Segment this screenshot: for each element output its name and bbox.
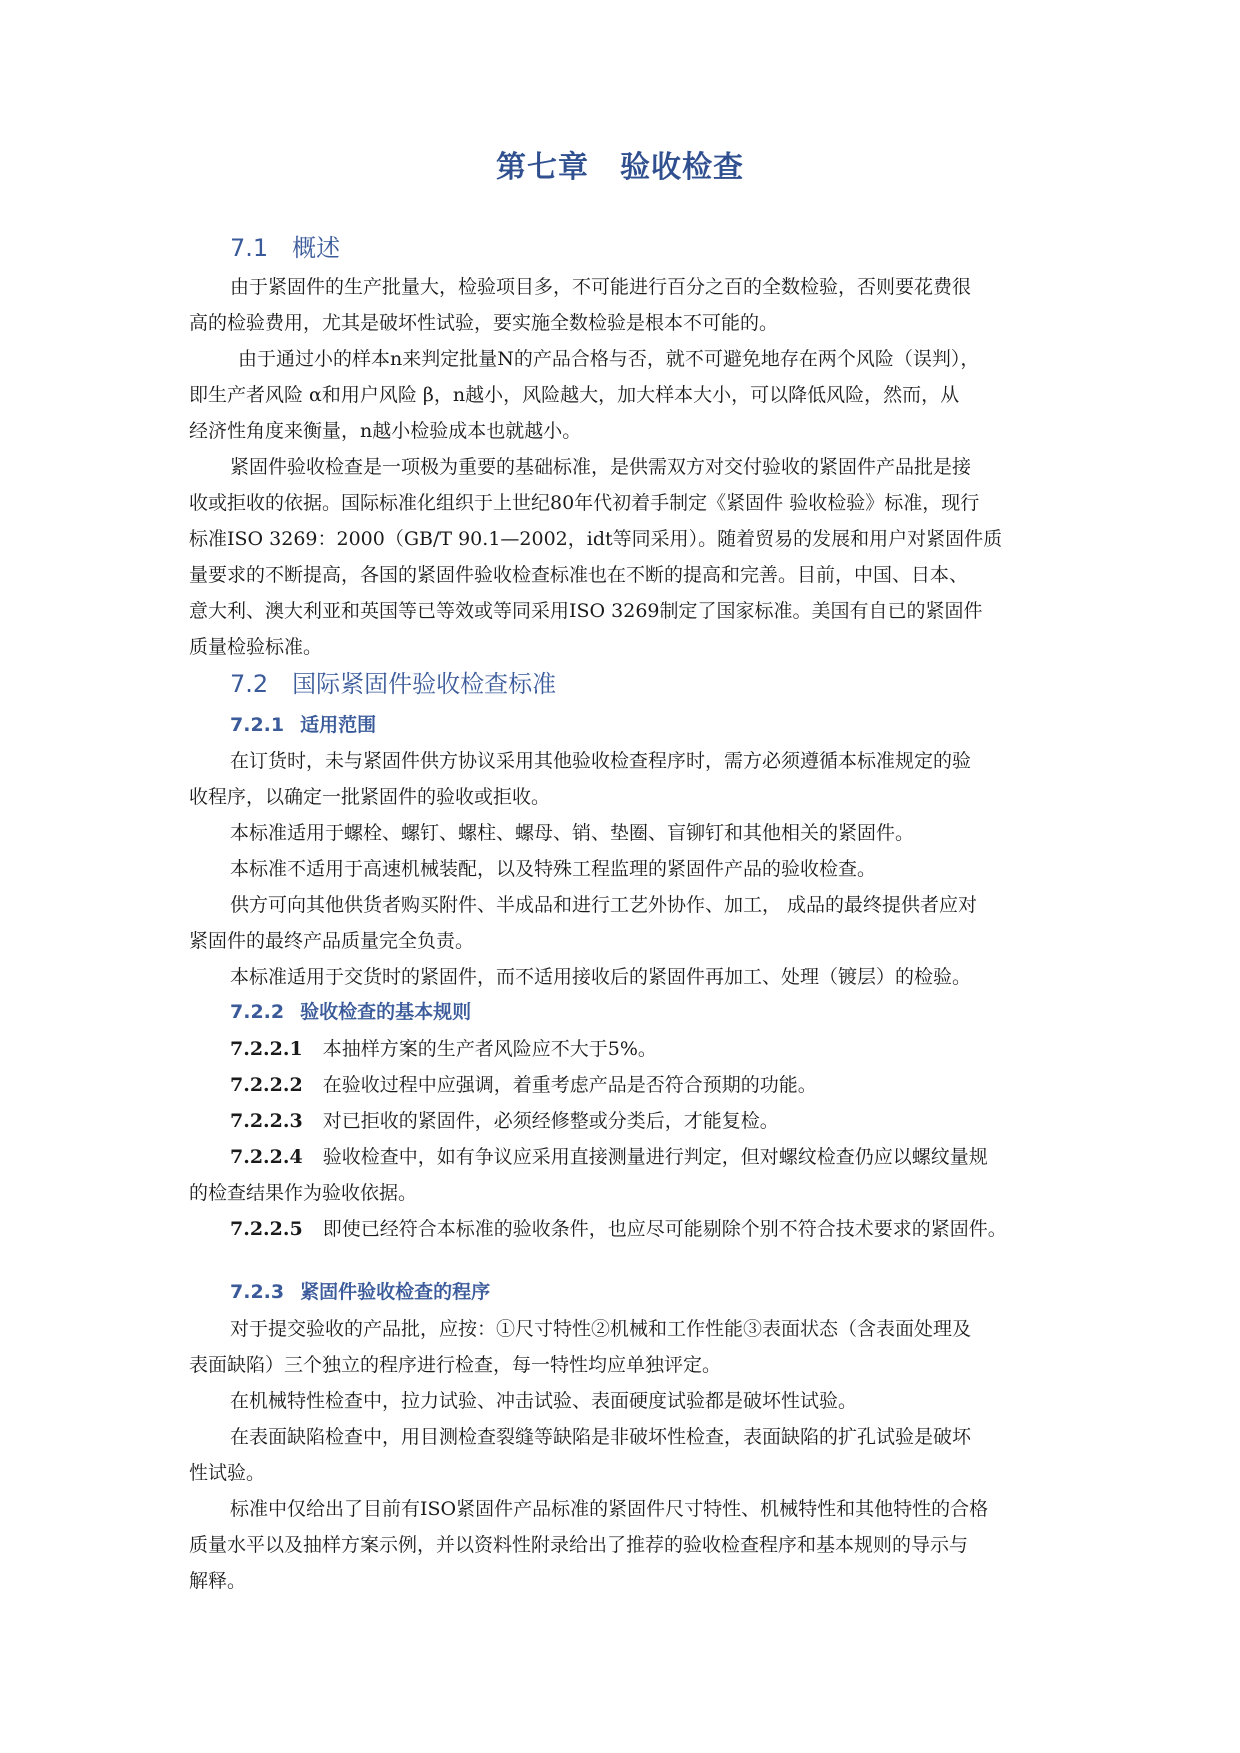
rule-number: 7.2.2.4	[230, 1146, 303, 1168]
paragraph-line: 紧固件验收检查是一项极为重要的基础标准，是供需双方对交付验收的紧固件产品批是接	[230, 456, 972, 478]
paragraph-line: 收程序，以确定一批紧固件的验收或拒收。	[189, 786, 551, 808]
paragraph-line: 本标准适用于螺栓、螺钉、螺柱、螺母、销、垫圈、盲铆钉和其他相关的紧固件。	[230, 822, 915, 844]
section-title: 紧固件验收检查的程序	[300, 1281, 491, 1303]
section-number: 7.2.3	[230, 1281, 285, 1303]
section-title: 概述	[292, 234, 341, 262]
paragraph-line: 在订货时，未与紧固件供方协议采用其他验收检查程序时，需方必须遵循本标准规定的验	[230, 750, 972, 772]
paragraph-line: 性试验。	[189, 1462, 266, 1484]
rule-text: 对已拒收的紧固件，必须经修整或分类后，才能复检。	[322, 1110, 779, 1132]
paragraph-line: 意大利、澳大利亚和英国等已等效或等同采用ISO 3269制定了国家标准。美国有自已的紧固件	[189, 600, 983, 622]
paragraph-line: 表面缺陷）三个独立的程序进行检查，每一特性均应单独评定。	[189, 1354, 722, 1376]
paragraph-line: 即生产者风险 α和用户风险 β，n越小，风险越大，加大样本大小，可以降低风险，然而，从	[189, 384, 960, 406]
paragraph-line: 在表面缺陷检查中，用目测检查裂缝等缺陷是非破坏性检查，表面缺陷的扩孔试验是破坏	[230, 1426, 972, 1448]
rule-number: 7.2.2.1	[230, 1038, 303, 1060]
paragraph-line: 标准ISO 3269：2000（GB/T 90.1—2002，idt等同采用）。随着贸易的发展和用户对紧固件质	[189, 528, 1003, 550]
paragraph-line: 解释。	[189, 1570, 247, 1592]
section-number: 7.2	[230, 670, 269, 698]
rule-number: 7.2.2.5	[230, 1218, 303, 1240]
paragraph-line: 由于通过小的样本n来判定批量N的产品合格与否，就不可避免地存在两个风险（误判），	[238, 348, 980, 370]
paragraph-line: 高的检验费用，尤其是破坏性试验，要实施全数检验是根本不可能的。	[189, 312, 779, 334]
rule-number: 7.2.2.3	[230, 1110, 303, 1132]
rule-item	[230, 1108, 779, 1134]
section-7-2-3-heading	[230, 1279, 490, 1305]
section-title: 适用范围	[300, 714, 377, 736]
rule-number: 7.2.2.2	[230, 1074, 303, 1096]
paragraph-line: 供方可向其他供货者购买附件、半成品和进行工艺外协作、加工， 成品的最终提供者应对	[230, 894, 978, 916]
paragraph-line: 的检查结果作为验收依据。	[189, 1182, 418, 1204]
rule-text: 验收检查中，如有争议应采用直接测量进行判定，但对螺纹检查仍应以螺纹量规	[322, 1146, 988, 1168]
rule-text: 本抽样方案的生产者风险应不大于5%。	[322, 1038, 657, 1060]
paragraph-line: 在机械特性检查中，拉力试验、冲击试验、表面硬度试验都是破坏性试验。	[230, 1390, 858, 1412]
rule-item	[230, 1216, 1007, 1242]
paragraph-line: 由于紧固件的生产批量大，检验项目多，不可能进行百分之百的全数检验，否则要花费很	[230, 276, 972, 298]
section-7-2-heading	[230, 668, 556, 700]
section-7-1-heading	[230, 232, 340, 264]
paragraph-line: 质量水平以及抽样方案示例，并以资料性附录给出了推荐的验收检查程序和基本规则的导示与	[189, 1534, 969, 1556]
paragraph-line: 经济性角度来衡量，n越小检验成本也就越小。	[189, 420, 582, 442]
paragraph-line: 质量检验标准。	[189, 636, 323, 658]
section-7-2-1-heading	[230, 712, 376, 738]
paragraph-line: 量要求的不断提高，各国的紧固件验收检查标准也在不断的提高和完善。目前，中国、日本、	[189, 564, 969, 586]
rule-text: 在验收过程中应强调，着重考虑产品是否符合预期的功能。	[322, 1074, 817, 1096]
paragraph-line: 本标准不适用于高速机械装配，以及特殊工程监理的紧固件产品的验收检查。	[230, 858, 877, 880]
section-number: 7.2.1	[230, 714, 285, 736]
rule-item	[230, 1036, 657, 1062]
paragraph-line: 对于提交验收的产品批，应按：①尺寸特性②机械和工作性能③表面状态（含表面处理及	[230, 1318, 972, 1340]
paragraph-line: 收或拒收的依据。国际标准化组织于上世纪80年代初着手制定《紧固件 验收检验》标准，现行	[189, 492, 980, 514]
section-7-2-2-heading	[230, 999, 471, 1025]
chapter-title: 第七章 验收检查	[496, 150, 744, 185]
paragraph-line: 标准中仅给出了目前有ISO紧固件产品标准的紧固件尺寸特性、机械特性和其他特性的合格	[230, 1498, 989, 1520]
paragraph-line: 本标准适用于交货时的紧固件，而不适用接收后的紧固件再加工、处理（镀层）的检验。	[230, 966, 972, 988]
section-number: 7.1	[230, 234, 269, 262]
rule-item	[230, 1072, 817, 1098]
section-title: 验收检查的基本规则	[300, 1001, 472, 1023]
section-number: 7.2.2	[230, 1001, 285, 1023]
section-title: 国际紧固件验收检查标准	[292, 670, 557, 698]
rule-text: 即使已经符合本标准的验收条件，也应尽可能剔除个别不符合技术要求的紧固件。	[322, 1218, 1007, 1240]
paragraph-line: 紧固件的最终产品质量完全负责。	[189, 930, 475, 952]
rule-item	[230, 1144, 988, 1170]
